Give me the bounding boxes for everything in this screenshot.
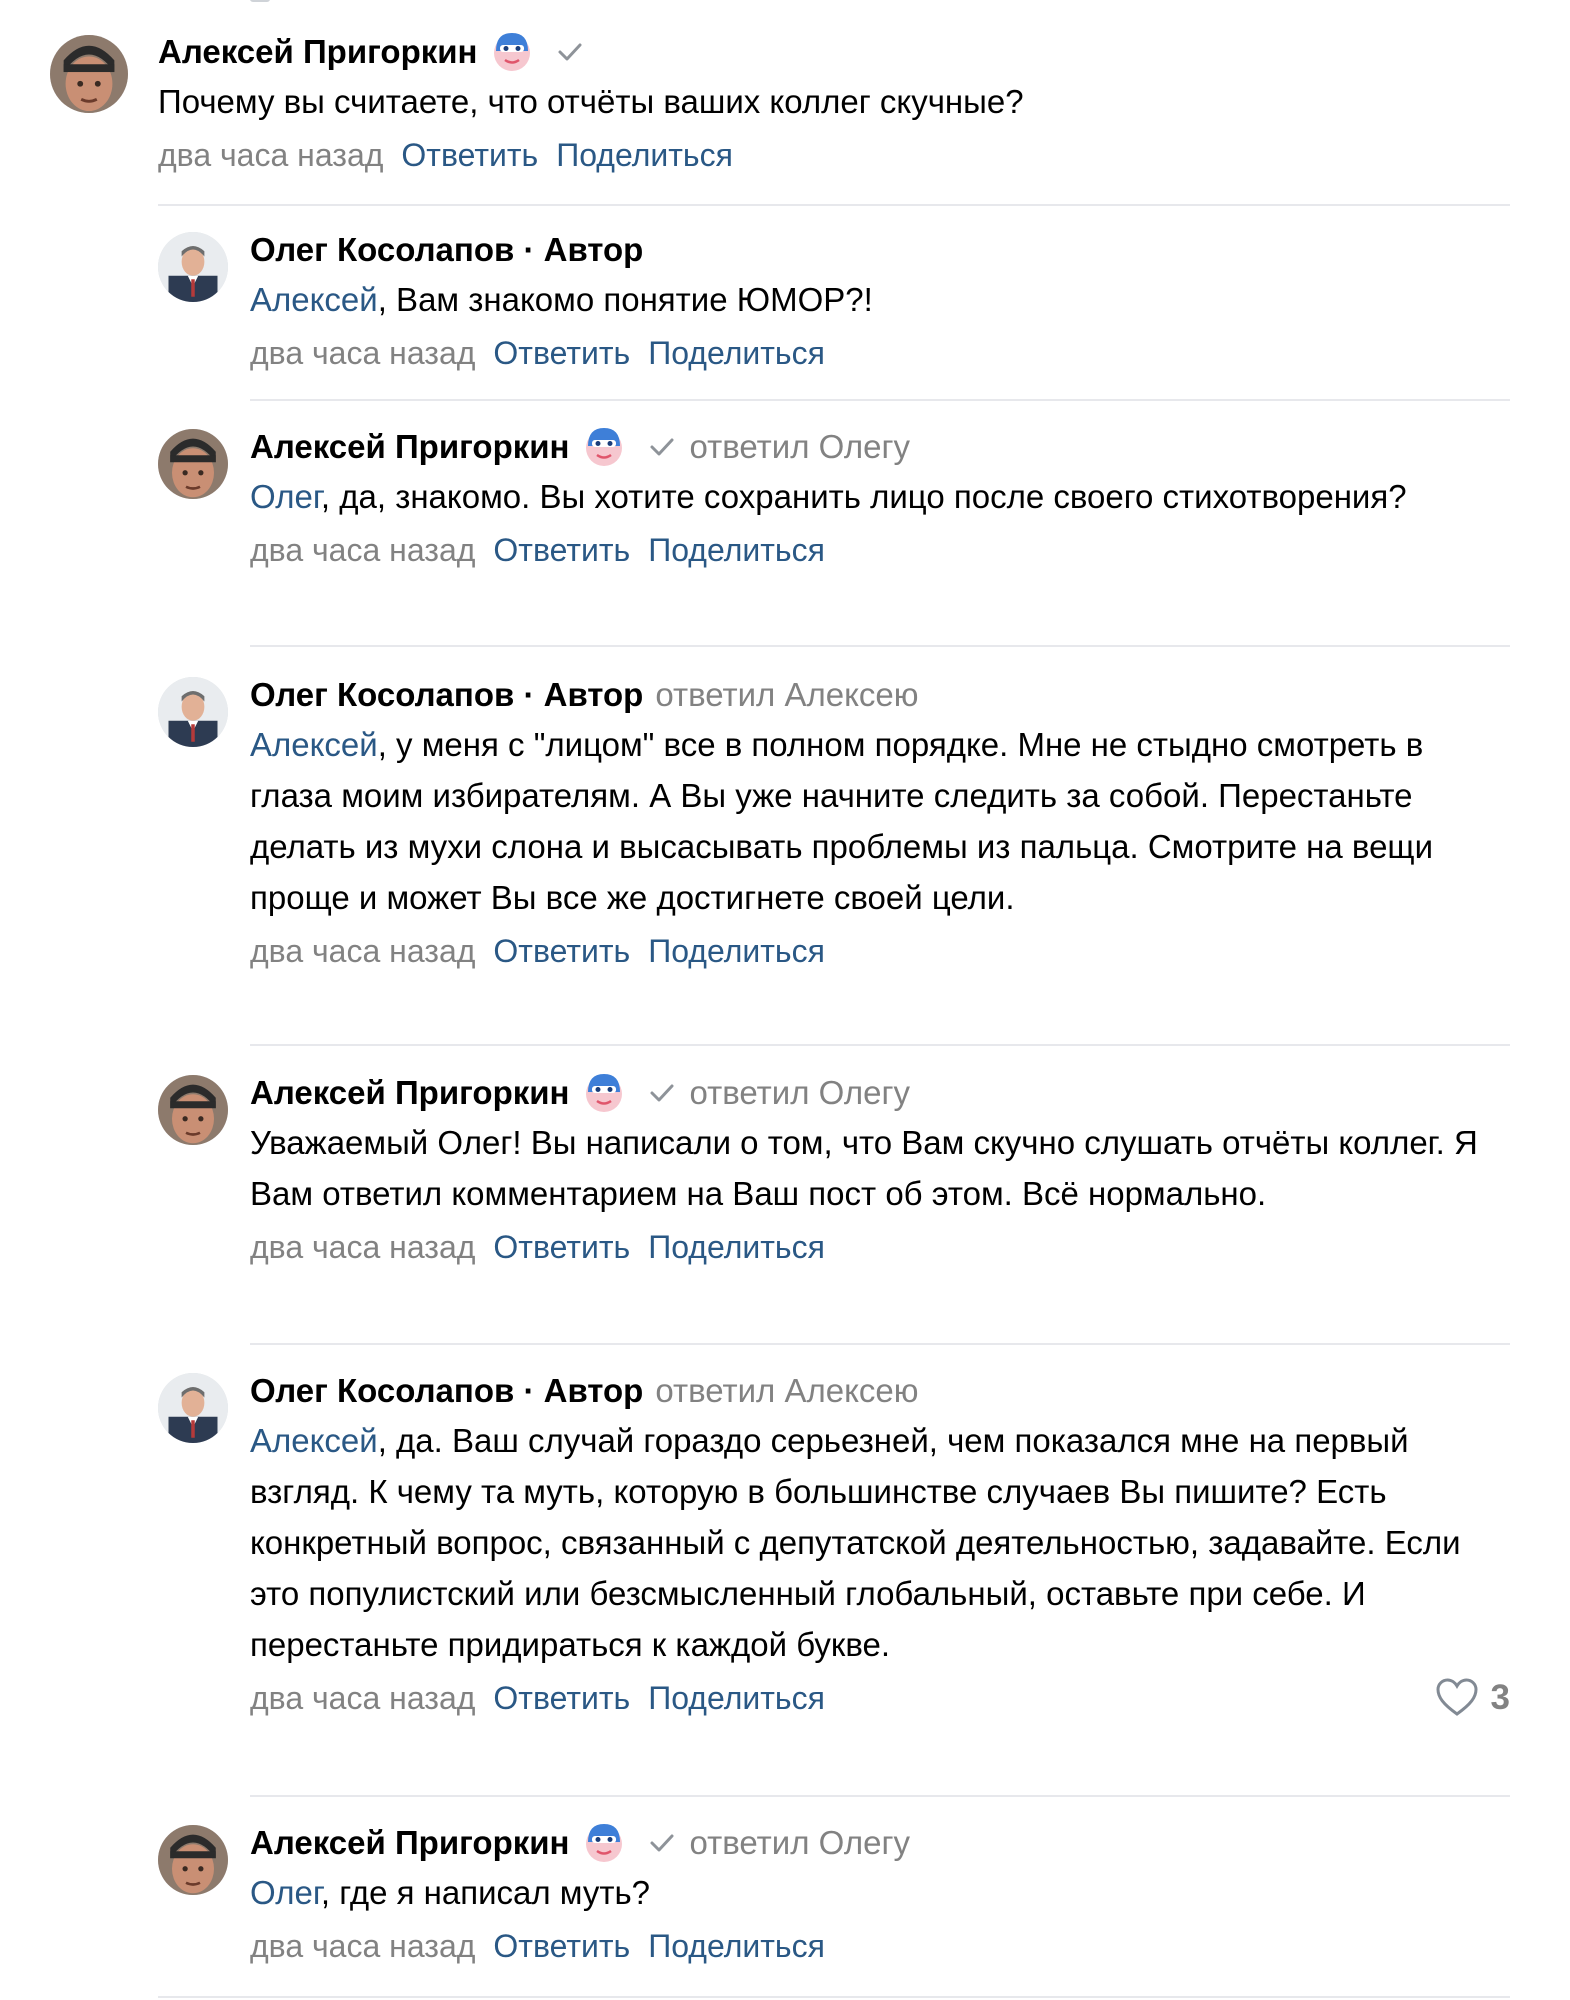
comment-body: , Вам знакомо понятие ЮМОР?! [377,281,873,318]
comment-body: Почему вы считаете, что отчёты ваших коллег скучные? [158,83,1024,120]
reply-to-label[interactable]: ответил Олегу [689,1824,911,1861]
checkmark-icon [647,432,677,462]
comment-body: Уважаемый Олег! Вы написали о том, что Вам скучно слушать отчёты коллег. Я Вам ответил комментарием на Ваш пост об этом. Всё нормально. [250,1124,1488,1212]
checkmark-icon [647,1078,677,1108]
comment-body: , да. Ваш случай гораздо серьезней, чем показался мне на первый взгляд. К чему та муть, которую в большинстве случаев Вы пишите? Есть конкретный вопрос, связанный с депутатской деятельностью, задавайте. Если это популистский или безсмысленный глобальный, оставьте при себе. И перестаньте придираться к каждой букве. [250,1422,1470,1663]
share-button[interactable]: Поделиться [648,532,825,568]
mention-link[interactable]: Алексей [250,726,378,763]
author-role: · Автор [514,231,644,268]
avatar-aleksey[interactable] [50,35,128,113]
author-name[interactable]: Алексей Пригоркин [158,33,478,70]
mention-link[interactable]: Олег [250,478,321,515]
author-name[interactable]: Олег Косолапов [250,231,515,268]
author-name[interactable]: Олег Косолапов [250,676,515,713]
comment-footer [250,1921,1510,1971]
mention-link[interactable]: Олег [250,1874,321,1911]
profile-badge-icon [583,1820,625,1864]
share-button[interactable]: Поделиться [556,137,733,173]
avatar-aleksey[interactable] [158,1075,228,1145]
divider [250,1795,1510,1797]
share-button[interactable]: Поделиться [648,1229,825,1265]
author-name[interactable]: Алексей Пригоркин [250,1824,570,1861]
comment-text [250,471,1510,522]
timestamp[interactable]: два часа назад [250,1680,476,1716]
mention-link[interactable]: Алексей [250,1422,378,1459]
reply-to-label[interactable]: ответил Олегу [689,1074,911,1111]
comment-text [250,719,1510,923]
share-button[interactable]: Поделиться [648,335,825,371]
profile-badge-icon [583,424,625,468]
reply-button[interactable]: Ответить [493,1229,631,1265]
reply-button[interactable]: Ответить [493,933,631,969]
author-name[interactable]: Алексей Пригоркин [250,428,570,465]
comment-footer [250,926,1510,976]
comment-header [250,425,1510,469]
timestamp[interactable]: два часа назад [250,933,476,969]
divider [158,204,1510,206]
comment-text [158,76,1510,127]
author-name[interactable]: Алексей Пригоркин [250,1074,570,1111]
share-button[interactable]: Поделиться [648,933,825,969]
reply-button[interactable]: Ответить [493,335,631,371]
avatar-aleksey[interactable] [158,429,228,499]
like-count: 3 [1490,1678,1510,1717]
author-role: · Автор [514,1372,644,1409]
comment-footer [158,130,1510,180]
comment-body: , где я написал муть? [320,1874,651,1911]
comment-text [250,1867,1510,1918]
comment-footer [250,1673,1510,1723]
profile-badge-icon [491,29,533,73]
author-name[interactable]: Олег Косолапов [250,1372,515,1409]
comment-text [250,1415,1510,1670]
comment-header [250,673,1510,717]
comment-text [250,274,1510,325]
divider [250,645,1510,647]
reply-button[interactable]: Ответить [493,1928,631,1964]
comment-footer [250,1222,1510,1272]
comment-header [250,1369,1510,1413]
timestamp[interactable]: два часа назад [250,1928,476,1964]
reply-to-label[interactable]: ответил Алексею [655,1372,919,1409]
divider [250,1044,1510,1046]
reply-button[interactable]: Ответить [493,1680,631,1716]
scroll-edge [0,0,1570,10]
timestamp[interactable]: два часа назад [158,137,384,173]
reply-button[interactable]: Ответить [493,532,631,568]
comment-header [250,1071,1510,1115]
comment-footer [250,525,1510,575]
reply-button[interactable]: Ответить [401,137,539,173]
heart-icon [1435,1677,1479,1717]
like-button[interactable] [1435,1673,1510,1723]
checkmark-icon [555,37,585,67]
avatar-oleg[interactable] [158,677,228,747]
comment-text [250,1117,1510,1219]
comment-header [250,228,1510,272]
comment-body: , да, знакомо. Вы хотите сохранить лицо после своего стихотворения? [320,478,1407,515]
divider [250,399,1510,401]
divider [158,1996,1510,1998]
comment-body: , у меня с "лицом" все в полном порядке. Мне не стыдно смотреть в глаза моим избирателям. А Вы уже начните следить за собой. Перестаньте делать из мухи слона и высасывать проблемы из пальца. Смотрите на вещи проще и может Вы все же достигнете своей цели. [250,726,1443,916]
avatar-aleksey[interactable] [158,1825,228,1895]
reply-to-label[interactable]: ответил Алексею [655,676,919,713]
comment-header [250,1821,1510,1865]
mention-link[interactable]: Алексей [250,281,378,318]
timestamp[interactable]: два часа назад [250,532,476,568]
checkmark-icon [647,1828,677,1858]
avatar-oleg[interactable] [158,232,228,302]
timestamp[interactable]: два часа назад [250,335,476,371]
share-button[interactable]: Поделиться [648,1680,825,1716]
author-role: · Автор [514,676,644,713]
comment-header [158,30,1510,74]
reply-to-label[interactable]: ответил Олегу [689,428,911,465]
comment-footer [250,328,1510,378]
timestamp[interactable]: два часа назад [250,1229,476,1265]
share-button[interactable]: Поделиться [648,1928,825,1964]
profile-badge-icon [583,1070,625,1114]
avatar-oleg[interactable] [158,1373,228,1443]
divider [250,1343,1510,1345]
